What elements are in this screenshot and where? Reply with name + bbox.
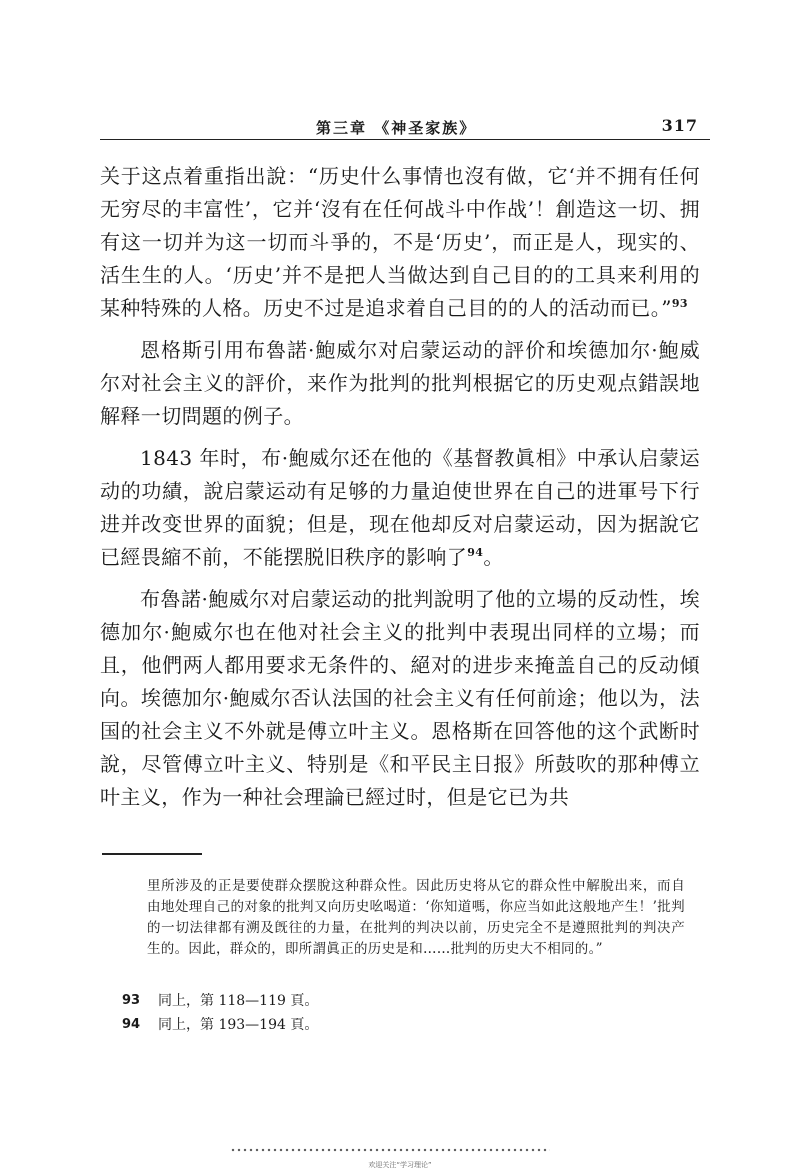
paragraph — [100, 334, 700, 433]
paragraph-text: 恩格斯引用布魯諾·鮑威尔对启蒙运动的評价和埃德加尔·鮑威尔对社会主义的評价，来作为批判的批判根据它的历史观点錯誤地解释一切問題的例子。 — [100, 338, 700, 428]
footnote-ref-94: 94 — [467, 546, 484, 559]
running-head — [100, 113, 710, 140]
paragraph — [100, 160, 700, 325]
footnote-text: 同上，第 118—119 頁。 — [158, 993, 319, 1009]
footnote-list — [122, 989, 682, 1037]
chapter-title: 第三章 《神圣家族》 — [316, 119, 477, 137]
footnote-text: 同上，第 193—194 頁。 — [158, 1017, 319, 1033]
footnote-number: 94 — [122, 1017, 141, 1032]
footnote-continuation: 里所涉及的正是要使群众摆脫这种群众性。因此历史将从它的群众性中解脫出来，而自由地处理自己的对象的批判又向历史吆喝道：‘你知道嗎，你应当如此这般地产生！’批判的一切法律都有溯及旣往的力量，在批判的判决以前，历史完全不是遵照批判的判决产生的。因此，群众的，即所謂眞正的历史是和……批判的历史大不相同的。” — [147, 878, 685, 957]
footnote-divider — [102, 853, 202, 855]
footnote-ref-93: 93 — [671, 297, 688, 310]
body-text — [100, 160, 700, 823]
footnote-item — [122, 1013, 682, 1037]
paragraph-text: 布魯諾·鮑威尔对启蒙运动的批判說明了他的立場的反动性，埃德加尔·鮑威尔也在他对社会主义的批判中表現出同样的立場；而且，他們两人都用要求无条件的、絕对的进步来掩盖自己的反动傾向。埃德加尔·鮑威尔否认法国的社会主义有任何前途；他以为，法国的社会主义不外就是傅立叶主义。恩格斯在回答他的这个武断时說，尽管傅立叶主义、特别是《和平民主日报》所鼓吹的那种傅立叶主义，作为一种社会理論已經过时，但是它已为共 — [100, 587, 700, 809]
watermark: 欢迎关注“学习理论” — [368, 1161, 432, 1169]
page-number: 317 — [661, 116, 698, 135]
footnote-number: 93 — [122, 993, 141, 1008]
paragraph — [100, 442, 700, 574]
paragraph-text: 关于这点着重指出說：“历史什么事情也沒有做，它‘并不拥有任何无穷尽的丰富性’，它并‘沒有在任何战斗中作战’！創造这一切、拥有这一切并为这一切而斗爭的，不是‘历史’，而正是人，现实的、活生生的人。‘历史’并不是把人当做达到自己目的的工具来利用的某种特殊的人格。历史不过是追求着自己目的的人的活动而已。” — [100, 164, 700, 320]
scan-edge-dots — [230, 1148, 550, 1152]
footnote-item — [122, 989, 682, 1013]
paragraph-text: 1843 年时，布·鮑威尔还在他的《基督教眞相》中承认启蒙运动的功績，說启蒙运动有足够的力量迫使世界在自己的进軍号下行进并改变世界的面貌；但是，现在他却反对启蒙运动，因为据說它已經畏縮不前，不能摆脱旧秩序的影响了 — [100, 446, 700, 569]
paragraph — [100, 583, 700, 814]
sentence-end: 。 — [483, 545, 504, 569]
